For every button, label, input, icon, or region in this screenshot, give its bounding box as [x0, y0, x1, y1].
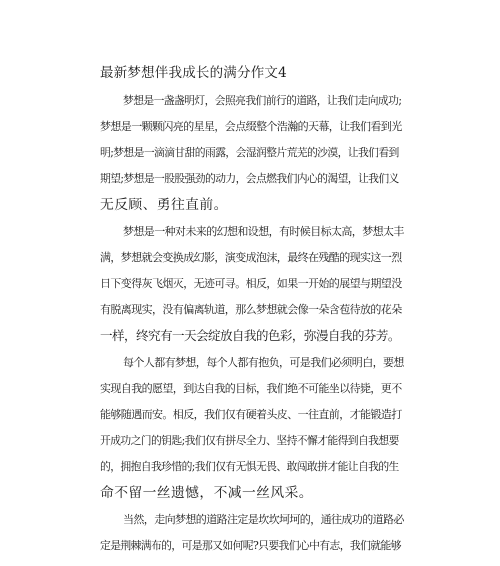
paragraph-4-line-2: 定是荆棘满布的，可是那又如何呢?只要我们心中有志，我们就能够: [100, 539, 401, 552]
paragraph-3-line-4: 开成功之门的钥匙;我们仅有拼尽全力、坚持不懈才能得到自我想要: [100, 434, 399, 447]
paragraph-2-line-4: 有脱离现实，没有偏离轨道，那么梦想就会像一朵含苞待放的花朵: [100, 303, 402, 316]
paragraph-1-line-3: 明;梦想是一滴滴甘甜的雨露，会湿润整片荒芜的沙漠，让我们看到: [100, 146, 399, 159]
paragraph-2-line-1: 梦想是一种对未来的幻想和设想，有时候目标太高，梦想太丰: [123, 225, 404, 238]
paragraph-3-line-6: 命不留一丝遗憾，不减一丝风采。: [100, 485, 313, 501]
paragraph-1-line-2: 梦想是一颗颗闪亮的星星，会点缀整个浩瀚的天幕，让我们看到光: [100, 120, 402, 133]
paragraph-2-line-5: 一样，终究有一天会绽放自我的色彩，弥漫自我的芬芳。: [100, 328, 400, 343]
paragraph-2-line-3: 日下变得灰飞烟灭，无迹可寻。相反，如果一开始的展望与期望没: [100, 277, 402, 290]
paragraph-3-line-2: 实现自我的愿望，到达自我的目标，我们绝不可能坐以待毙，更不: [100, 382, 402, 395]
paragraph-1-line-5: 无反顾、勇往直前。: [100, 197, 228, 213]
paragraph-3-line-3: 能够随遇而安。相反，我们仅有硬着头皮、一往直前，才能锻造打: [100, 408, 402, 421]
paragraph-2-line-2: 满，梦想就会变换成幻影，演变成泡沫，最终在残酷的现实这一烈: [100, 251, 402, 264]
paragraph-1-line-1: 梦想是一盏盏明灯，会照亮我们前行的道路，让我们走向成功;: [123, 94, 402, 107]
paragraph-3-line-1: 每个人都有梦想，每个人都有抱负，可是我们必须明白，要想: [123, 356, 404, 369]
document-title: 最新梦想伴我成长的满分作文4: [100, 65, 287, 81]
paragraph-3-line-5: 的，拥抱自我珍惜的;我们仅有无惧无畏、敢闯敢拼才能让自我的生: [100, 460, 399, 473]
paragraph-1-line-4: 期望;梦想是一股股强劲的动力，会点燃我们内心的渴望，让我们义: [100, 172, 399, 185]
paragraph-4-line-1: 当然，走向梦想的道路注定是坎坎坷坷的，通往成功的道路必: [123, 513, 404, 526]
